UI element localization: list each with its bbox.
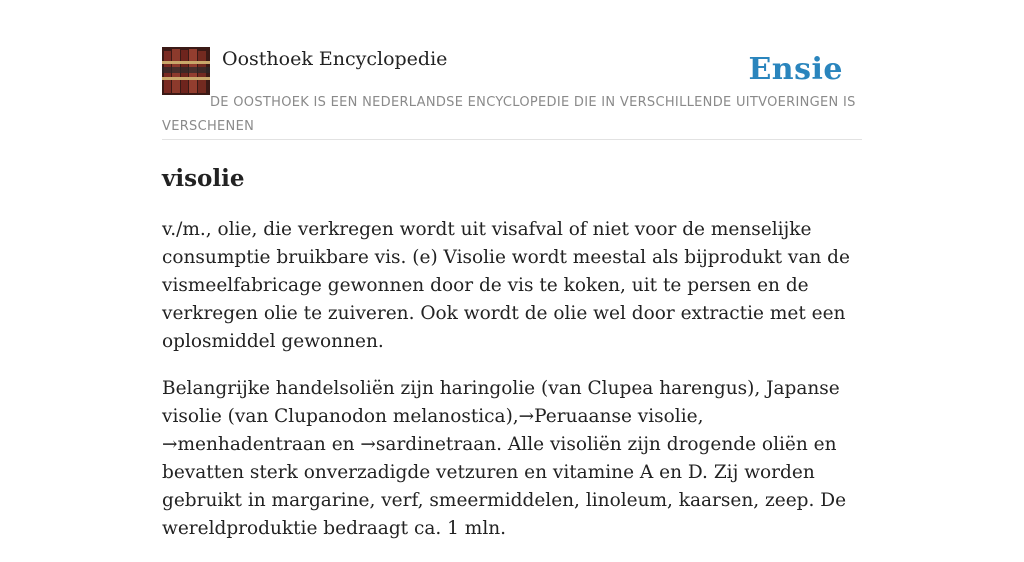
entry-content: [162, 216, 862, 562]
entry-title: visolie: [162, 165, 245, 192]
book-spines-icon[interactable]: [162, 47, 210, 95]
header-divider: [162, 139, 862, 140]
brand-logo[interactable]: Ensie: [748, 52, 843, 87]
site-title[interactable]: Oosthoek Encyclopedie: [222, 48, 448, 70]
entry-paragraph: v./m., olie, die verkregen wordt uit visafval of niet voor de menselijke consumptie bruikbare vis. (e) Visolie wordt meestal als bijprodukt van de vismeelfabricage gewonnen door de vis te koken, uit te persen en de verkregen olie te zuiveren. Ook wordt de olie wel door extractie met een oplosmiddel gewonnen.: [162, 219, 850, 352]
entry-paragraph: Belangrijke handelsoliën zijn haringolie (van Clupea harengus), Japanse visolie (van Clupanodon melanostica),→Peruaanse visolie, →menhadentraan en →sardinetraan. Alle visoliën zijn drogende oliën en bevatten sterk onverzadigde vetzuren en vitamine A en D. Zij worden gebruikt in margarine, verf, smeermiddelen, linoleum, kaarsen, zeep. De wereldproduktie bedraagt ca. 1 mln.: [162, 378, 847, 539]
site-tagline: DE OOSTHOEK IS EEN NEDERLANDSE ENCYCLOPEDIE DIE IN VERSCHILLENDE UITVOERINGEN IS VERSCHENEN: [162, 95, 856, 134]
